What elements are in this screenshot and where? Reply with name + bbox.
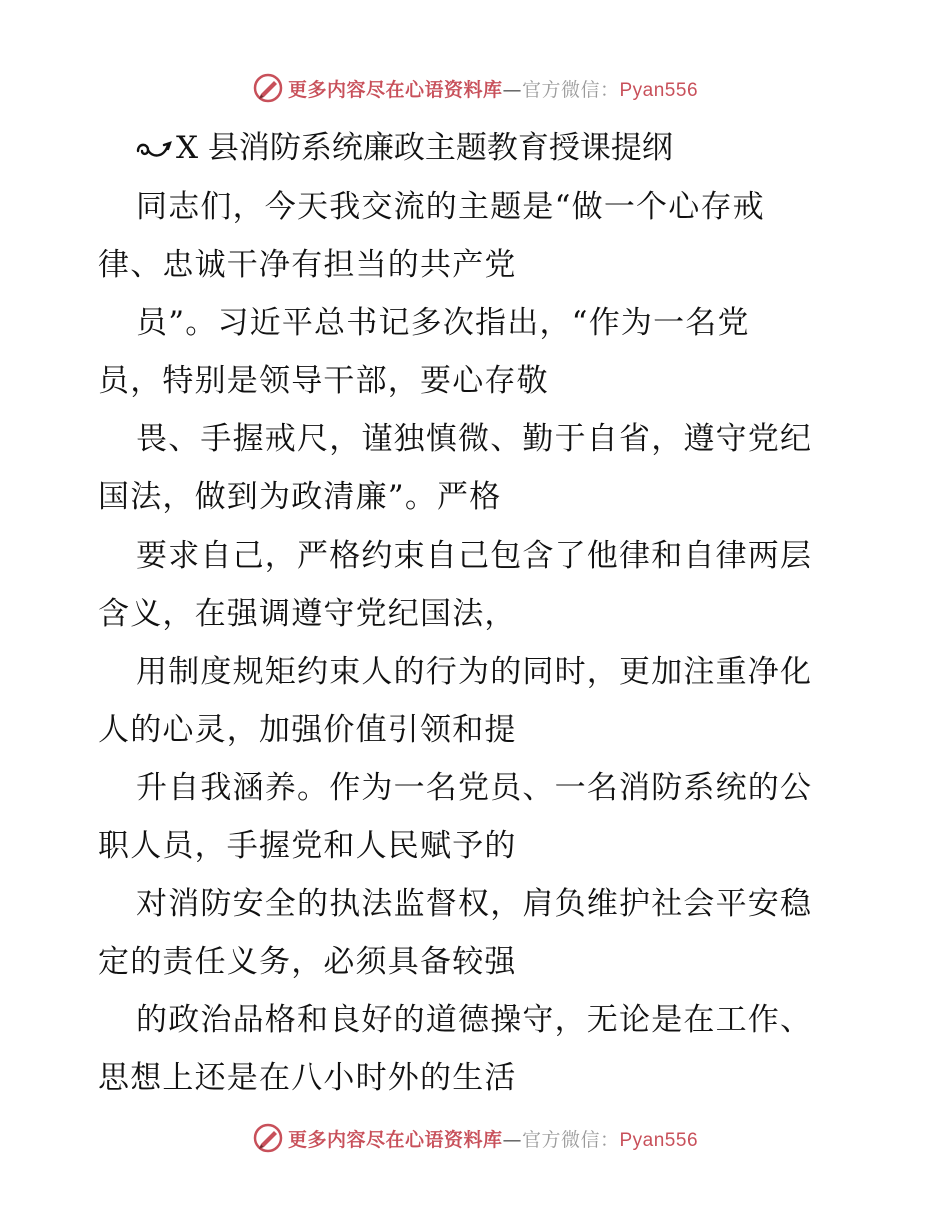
pen-logo-icon bbox=[252, 1122, 284, 1154]
watermark-dash: — bbox=[502, 1128, 522, 1151]
watermark-brand: 更多内容尽在心语资料库 bbox=[287, 1128, 503, 1151]
text-line: 律、忠诚干净有担当的共产党 bbox=[98, 247, 517, 284]
body-text bbox=[98, 178, 858, 1108]
text-line: 职人员，手握党和人民赋予的 bbox=[98, 828, 517, 865]
text-line: 定的责任义务，必须具备较强 bbox=[98, 944, 517, 981]
text-line: 含义，在强调遵守党纪国法， bbox=[98, 595, 517, 632]
title-text: X 县消防系统廉政主题教育授课提纲 bbox=[176, 130, 673, 166]
text-line: 对消防安全的执法监督权，肩负维护社会平安稳 bbox=[136, 886, 813, 923]
text-line: 用制度规矩约束人的行为的同时，更加注重净化 bbox=[136, 653, 813, 690]
text-line: 员”。习近平总书记多次指出，“作为一名党 bbox=[136, 305, 750, 342]
watermark-official: 官方微信： bbox=[521, 78, 620, 101]
text-line: 畏、手握戒尺，谨独慎微、勤于自省，遵守党纪 bbox=[136, 421, 813, 458]
footer-watermark bbox=[0, 1122, 950, 1154]
text-line: 要求自己，严格约束自己包含了他律和自律两层 bbox=[136, 537, 813, 574]
text-line: 的政治品格和良好的道德操守，无论是在工作、 bbox=[136, 1002, 813, 1039]
watermark-id: Pyan556 bbox=[619, 79, 699, 101]
header-watermark bbox=[0, 72, 950, 104]
watermark-brand: 更多内容尽在心语资料库 bbox=[287, 78, 503, 101]
watermark-official: 官方微信： bbox=[521, 1128, 620, 1151]
text-line: 国法，做到为政清廉”。严格 bbox=[98, 479, 502, 516]
document-title bbox=[134, 124, 673, 172]
pen-logo-icon bbox=[252, 72, 284, 104]
text-line: 升自我涵养。作为一名党员、一名消防系统的公 bbox=[136, 769, 813, 806]
text-line: 员，特别是领导干部，要心存敬 bbox=[98, 363, 549, 400]
watermark-id: Pyan556 bbox=[619, 1129, 699, 1151]
text-line: 思想上还是在八小时外的生活 bbox=[98, 1060, 517, 1097]
watermark-dash: — bbox=[502, 78, 522, 101]
swirl-ornament-icon bbox=[134, 133, 174, 163]
text-line: 同志们，今天我交流的主题是“做一个心存戒 bbox=[136, 189, 765, 225]
text-line: 人的心灵，加强价值引领和提 bbox=[98, 711, 517, 748]
